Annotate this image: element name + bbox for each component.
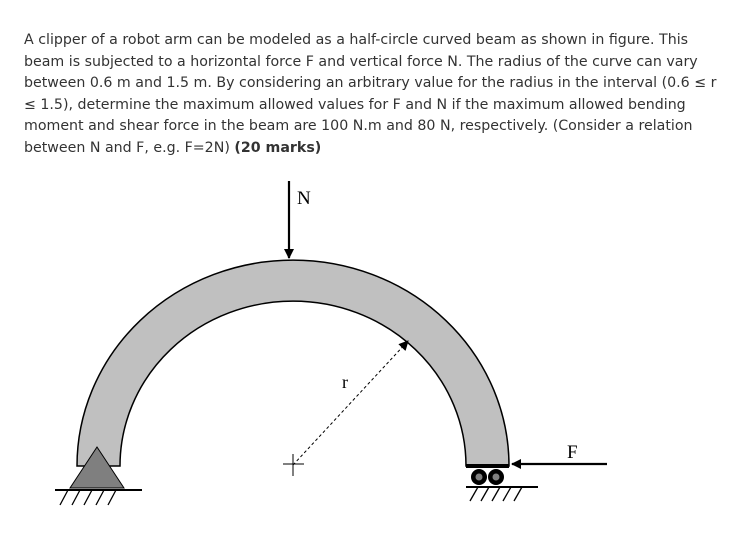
problem-text: A clipper of a robot arm can be modeled as a half-circle curved beam as shown in figure. This beam is subjected to a horizontal force F and vertical force N. The radius of the curve can vary between 0.6 m and 1.5 m. By considering an arbitrary value for the radius in the interval (0.6 ≤ r ≤ 1.5), determine the maximum allowed values for F and N if the maximum allowed bending moment and shear force in the beam are 100 N.m and 80 N, respectively. (Consider a relation between N and F, e.g. F=2N) xyxy=(24,32,717,156)
curved-beam xyxy=(77,260,509,466)
force-n-label: N xyxy=(297,188,311,209)
force-f-label: F xyxy=(567,442,578,463)
pin-support xyxy=(55,447,142,505)
radius-line xyxy=(293,341,408,465)
marks-label: (20 marks) xyxy=(234,139,322,156)
radius-label: r xyxy=(342,372,348,392)
roller-support xyxy=(466,464,538,501)
center-mark xyxy=(283,454,304,476)
